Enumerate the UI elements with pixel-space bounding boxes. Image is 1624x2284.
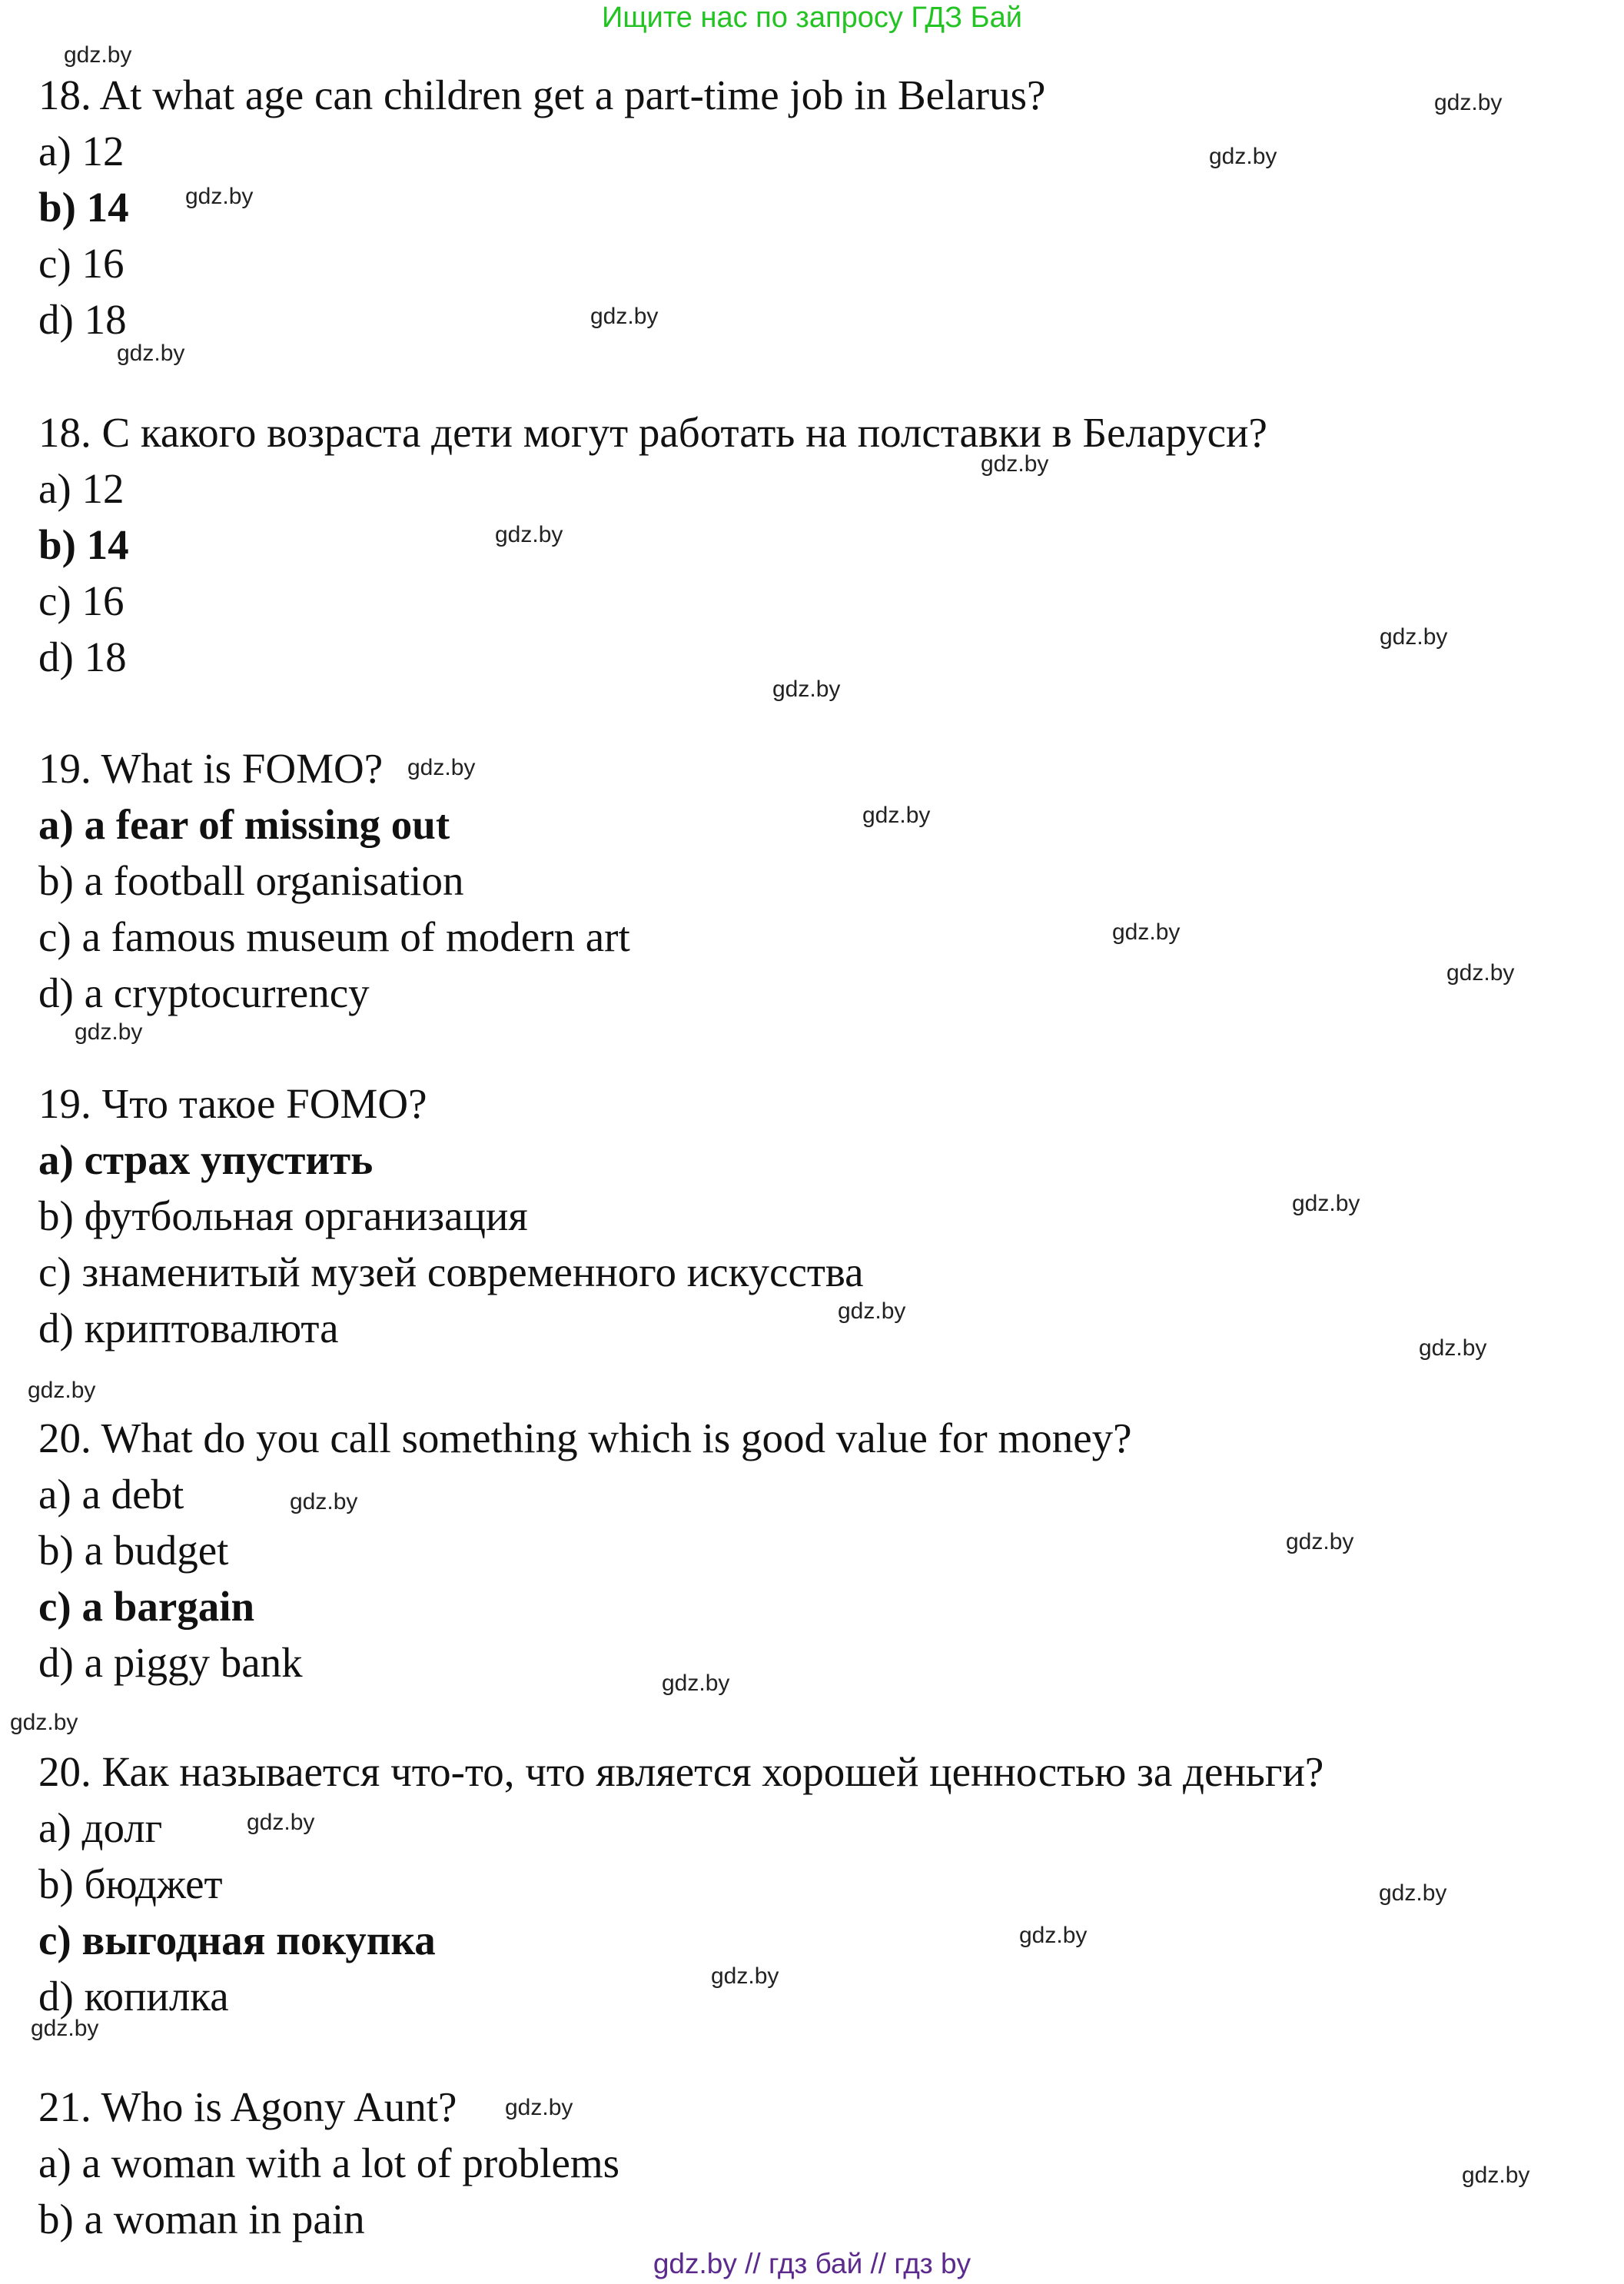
watermark-text: gdz.by [505, 2095, 573, 2120]
watermark-text: gdz.by [75, 1019, 143, 1045]
answer-option: a) a debt [38, 1471, 184, 1518]
answer-option: b) футбольная организация [38, 1192, 528, 1239]
watermark-text: gdz.by [247, 1810, 315, 1835]
watermark-text: gdz.by [64, 42, 132, 68]
watermark-text: gdz.by [117, 341, 185, 366]
answer-option: b) a budget [38, 1527, 229, 1574]
answer-option: c) 16 [38, 240, 125, 287]
watermark-text: gdz.by [711, 1963, 779, 1989]
watermark-text: gdz.by [1209, 144, 1277, 169]
answer-option-correct: b) 14 [38, 521, 129, 568]
watermark-text: gdz.by [1019, 1923, 1088, 1948]
question-text: 21. Who is Agony Aunt? [38, 2083, 457, 2130]
watermark-text: gdz.by [31, 2016, 99, 2041]
answer-option-correct: c) выгодная покупка [38, 1917, 436, 1963]
answer-option: d) криптовалюта [38, 1305, 339, 1351]
watermark-text: gdz.by [981, 451, 1049, 477]
watermark-text: gdz.by [590, 304, 659, 329]
question-block-19-en [38, 740, 630, 1021]
answer-option: c) 16 [38, 577, 125, 624]
answer-option: a) 12 [38, 465, 125, 512]
header-search-link[interactable]: Ищите нас по запросу ГДЗ Бай [602, 2, 1022, 34]
watermark-text: gdz.by [1434, 90, 1503, 115]
watermark-text: gdz.by [862, 803, 931, 828]
answer-option-correct: a) a fear of missing out [38, 801, 450, 848]
watermark-text: gdz.by [28, 1378, 96, 1403]
answer-option: c) a famous museum of modern art [38, 913, 630, 960]
watermark-text: gdz.by [1462, 2163, 1530, 2188]
question-block-19-ru [38, 1076, 864, 1356]
watermark-text: gdz.by [495, 522, 563, 547]
watermark-text: gdz.by [1419, 1335, 1487, 1361]
question-text: 20. Как называется что-то, что является хорошей ценностью за деньги? [38, 1748, 1324, 1795]
footer-site-link[interactable]: gdz.by // гдз бай // гдз by [653, 2248, 971, 2279]
answer-option: d) a cryptocurrency [38, 969, 370, 1016]
watermark-text: gdz.by [662, 1671, 730, 1696]
question-text: 18. С какого возраста дети могут работать на полставки в Беларуси? [38, 409, 1267, 456]
answer-option: d) 18 [38, 633, 127, 680]
watermark-text: gdz.by [1379, 1880, 1447, 1906]
watermark-text: gdz.by [185, 184, 254, 209]
watermark-text: gdz.by [10, 1710, 78, 1735]
watermark-text: gdz.by [407, 755, 476, 780]
watermark-text: gdz.by [838, 1298, 906, 1324]
answer-option: d) a piggy bank [38, 1639, 303, 1686]
answer-option: a) a woman with a lot of problems [38, 2139, 620, 2186]
watermark-text: gdz.by [1380, 624, 1448, 650]
answer-option: a) долг [38, 1804, 163, 1851]
watermark-text: gdz.by [290, 1489, 358, 1514]
question-text: 18. At what age can children get a part-time job in Belarus? [38, 71, 1046, 118]
answer-option-correct: a) страх упустить [38, 1136, 374, 1183]
question-block-18-ru [38, 404, 1267, 685]
answer-option: c) знаменитый музей современного искусства [38, 1248, 864, 1295]
answer-option: b) a football organisation [38, 857, 464, 904]
watermark-text: gdz.by [1446, 960, 1515, 986]
answer-option: d) 18 [38, 296, 127, 343]
answer-option-correct: b) 14 [38, 184, 129, 231]
question-text: 20. What do you call something which is good value for money? [38, 1415, 1132, 1461]
answer-option: d) копилка [38, 1973, 229, 2020]
answer-option-correct: c) a bargain [38, 1583, 255, 1630]
question-block-20-ru [38, 1744, 1323, 2024]
answer-option: b) бюджет [38, 1860, 223, 1907]
question-text: 19. Что такое FOMO? [38, 1080, 427, 1127]
watermark-text: gdz.by [1292, 1191, 1360, 1216]
question-block-20-en [38, 1410, 1132, 1691]
question-text: 19. What is FOMO? [38, 745, 384, 792]
answer-option: b) a woman in pain [38, 2196, 365, 2242]
watermark-text: gdz.by [1112, 919, 1181, 945]
watermark-text: gdz.by [772, 677, 841, 702]
answer-option: a) 12 [38, 128, 125, 175]
watermark-text: gdz.by [1286, 1529, 1354, 1554]
